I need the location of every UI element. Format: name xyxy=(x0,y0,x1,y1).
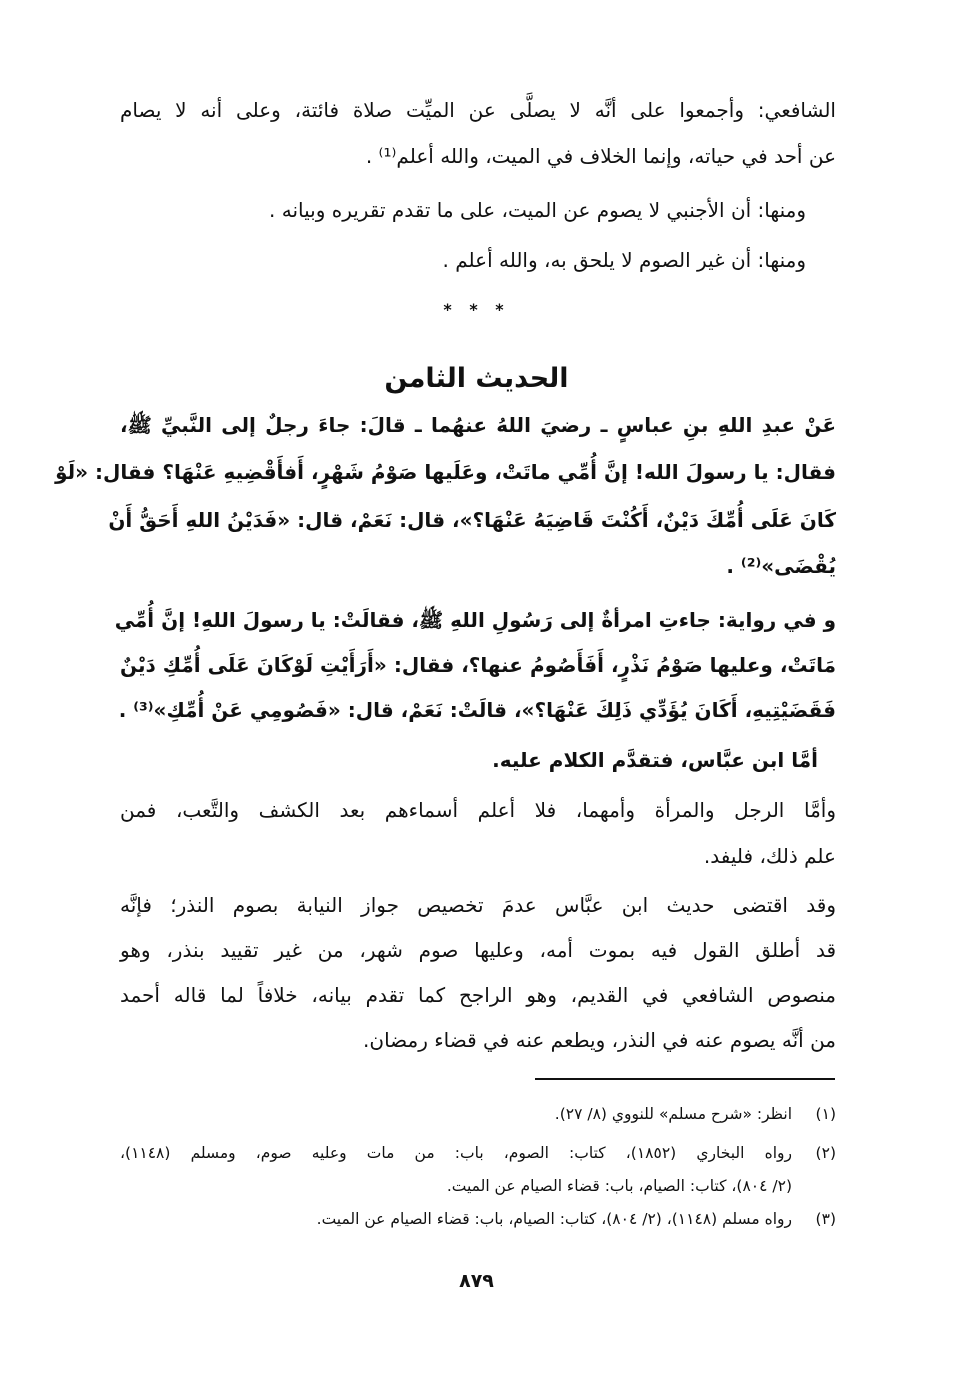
point-line: ومنها: أن الأجنبي لا يصوم عن الميت، على ما تقدم تقريره وبيانه . xyxy=(269,198,806,222)
text-line: منصوص الشافعي في القديم، وهو الراجح كما تقدم بيانه، خلافاً لما قاله أحمد xyxy=(120,983,836,1007)
riwaya-line: و في رواية: جاءتِ امرأةٌ إلى رَسُولِ اللهِ ﷺ، فقالَتْ: يا رسولَ اللهِ! إنَّ أُمِّي xyxy=(114,608,836,632)
footnote-number: (٢) xyxy=(815,1144,836,1162)
footnote-number: (٣) xyxy=(815,1210,836,1228)
ibn-abbas-line: أمَّا ابن عبَّاس، فتقدَّم الكلام عليه. xyxy=(492,748,818,772)
point-line: ومنها: أن غير الصوم لا يلحق به، والله أعلم . xyxy=(442,248,806,272)
text-line: الشافعي: وأجمعوا على أنَّه لا يصلَّى عن الميِّت صلاة فائتة، وعلى أنه لا يصام xyxy=(120,98,836,122)
hadith-line: يُقْضَى»⁽²⁾ . xyxy=(726,554,836,578)
footnote-divider xyxy=(535,1078,835,1080)
hadith-line: عَنْ عبدِ اللهِ بنِ عباسٍ ـ رضيَ اللهُ عنهُما ـ قالَ: جاءَ رجلٌ إلى النَّبيِّ ﷺ، xyxy=(120,413,836,437)
footnote-number: (١) xyxy=(815,1105,836,1123)
footnote xyxy=(120,1105,836,1127)
text-line: عن أحد في حياته، وإنما الخلاف في الميت، والله أعلم⁽¹⁾ . xyxy=(365,144,836,168)
footnote-text: (٢/ ٨٠٤)، كتاب: الصيام، باب: قضاء الصيام عن الميت. xyxy=(446,1177,792,1195)
footnote-continuation xyxy=(120,1177,836,1199)
text-line: علم ذلك، فليفد. xyxy=(703,844,836,868)
footnote-text: رواه مسلم (١١٤٨)، (٢/ ٨٠٤)، كتاب: الصيام، باب: قضاء الصيام عن الميت. xyxy=(316,1210,792,1228)
body-text xyxy=(55,0,836,1378)
text-line: وقد اقتضى حديث ابن عبَّاس عدمَ تخصيص جواز النيابة بصوم النذر؛ فإنَّه xyxy=(120,893,836,917)
section-separator: * * * xyxy=(443,300,510,319)
hadith-line: فقال: يا رسولَ الله! إنَّ أُمِّي ماتَتْ، وعَلَيها صَوْمُ شَهْرٍ، أَفأَقْضِيهِ عَنْهَا؟ فقال: «لَوْ xyxy=(55,460,836,484)
footnote xyxy=(120,1144,836,1166)
section-heading: الحديث الثامن xyxy=(384,363,569,394)
text-line: وأمَّا الرجل والمرأة وأمهما، فلا أعلم أسماءهم بعد الكشف والتَّعب، فمن xyxy=(120,798,836,822)
hadith-line: كَانَ عَلَى أُمِّكَ دَيْنٌ، أَكُنْتَ قَاضِيَهُ عَنْهَا؟»، قال: نَعَمْ، قال: «فَدَيْنُ اللهِ أَحَقُّ أَنْ xyxy=(108,508,836,532)
footnote-text: رواه البخاري (١٨٥٢)، كتاب: الصوم، باب: من مات وعليه صوم، ومسلم (١١٤٨)، xyxy=(120,1144,792,1162)
text-line: قد أطلق القول فيه بموت أمه، وعليها صوم شهر، من غير تقييد بنذر، وهو xyxy=(120,938,836,962)
riwaya-line: فَقَضَيْتِيهِ، أَكَانَ يُؤَدِّي ذَلِكَ عَنْهَا؟»، قالَتْ: نَعَمْ، قال: «فَصُومِي عَنْ أُمِّكِ»⁽³⁾ . xyxy=(118,698,836,722)
footnote xyxy=(120,1210,836,1232)
riwaya-line: مَاتَتْ، وعليها صَوْمُ نَذْرٍ، أَفَأَصُومُ عنها؟، فقال: «أَرَأَيْتِ لَوْكَانَ عَلَى أُمِّكِ دَيْنٌ xyxy=(120,653,836,677)
footnote-text: انظر: «شرح مسلم» للنووي (٨/ ٢٧). xyxy=(554,1105,792,1123)
page-number: ٨٧٩ xyxy=(459,1270,494,1292)
text-line: من أنَّه يصوم عنه في النذر، ويطعم عنه في قضاء رمضان. xyxy=(363,1028,836,1052)
